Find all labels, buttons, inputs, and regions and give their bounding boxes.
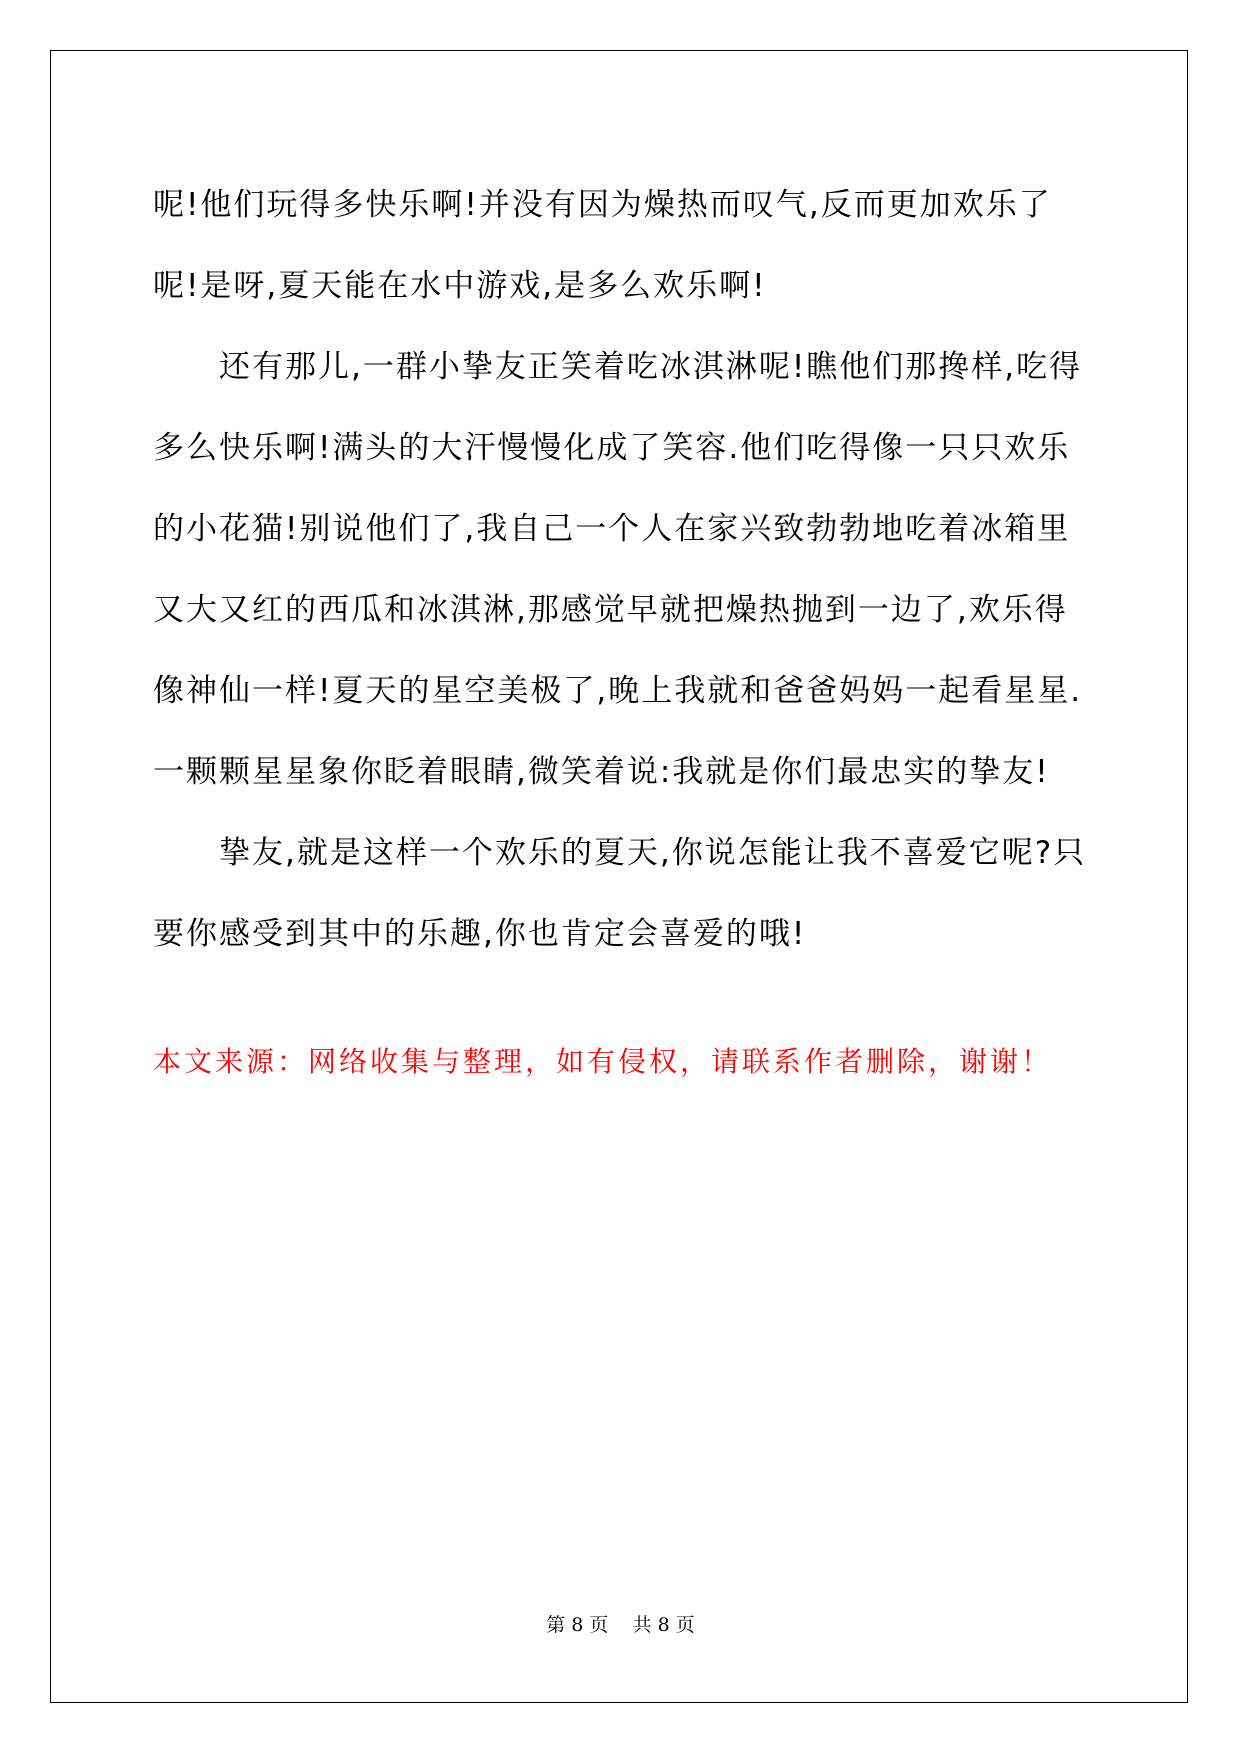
paragraph-2: 还有那儿,一群小挚友正笑着吃冰淇淋呢!瞧他们那搀样,吃得多么快乐啊!满头的大汗慢慢化成了笑容.他们吃得像一只只欢乐的小花猫!别说他们了,我自己一个人在家兴致勃勃地吃着冰箱里又大又红的西瓜和冰淇淋,那感觉早就把燥热抛到一边了,欢乐得像神仙一样!夏天的星空美极了,晚上我就和爸爸妈妈一起看星星.一颗颗星星象你眨着眼睛,微笑着说:我就是你们最忠实的挚友! bbox=[153, 349, 1083, 790]
paragraph-1: 呢!他们玩得多快乐啊!并没有因为燥热而叹气,反而更加欢乐了呢!是呀,夏天能在水中游戏,是多么欢乐啊! bbox=[153, 187, 1052, 304]
page-number-footer: 第 8 页 共 8 页 bbox=[546, 1614, 695, 1636]
source-note: 本文来源：网络收集与整理，如有侵权，请联系作者删除，谢谢！ bbox=[153, 1045, 1053, 1078]
paragraph-3: 挚友,就是这样一个欢乐的夏天,你说怎能让我不喜爱它呢?只要你感受到其中的乐趣,你也肯定会喜爱的哦! bbox=[153, 835, 1087, 952]
article-body bbox=[153, 165, 1091, 975]
